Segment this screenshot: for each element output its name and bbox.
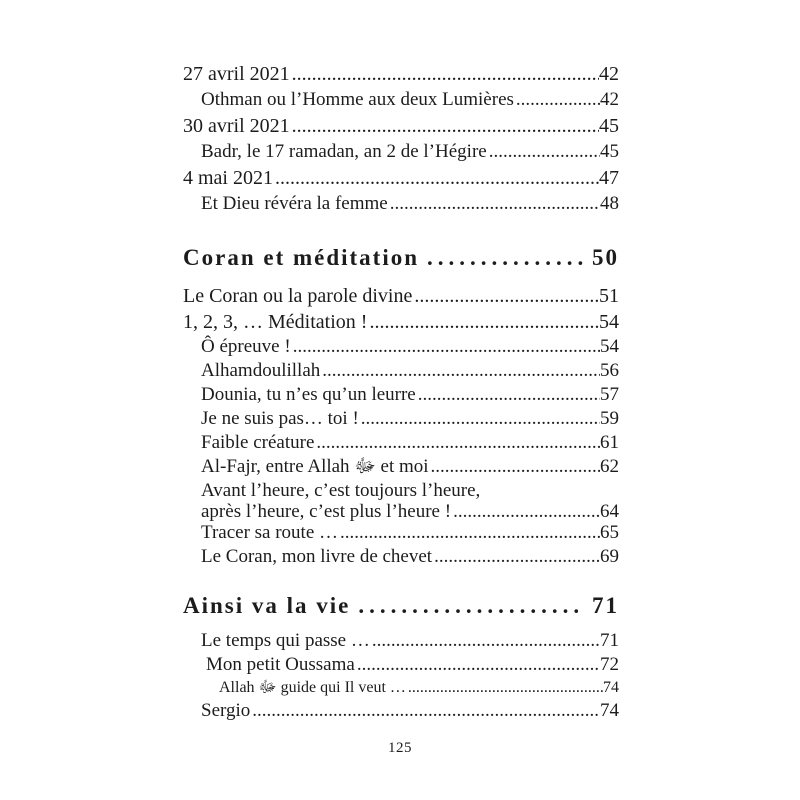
toc-entry xyxy=(183,629,619,653)
toc-entry xyxy=(183,283,619,309)
toc-entry-label: Ô épreuve ! xyxy=(201,336,291,357)
toc-entry xyxy=(183,521,619,545)
dot-leader xyxy=(292,61,599,87)
toc-entry xyxy=(183,431,619,455)
toc-entry-page: 74 xyxy=(603,679,619,696)
toc-entry-page: 74 xyxy=(600,700,619,721)
toc-chapter-page: 71 xyxy=(592,593,619,618)
dot-leader xyxy=(434,545,600,569)
toc-entry-page: 57 xyxy=(600,384,619,405)
toc-entry-page: 45 xyxy=(599,115,619,137)
toc-entry-page: 56 xyxy=(600,360,619,381)
toc-entry-page: 42 xyxy=(600,89,619,110)
toc-entry xyxy=(183,383,619,407)
dot-leader xyxy=(316,431,600,455)
toc-chapter-label: Ainsi va la vie xyxy=(183,593,351,618)
dot-leader xyxy=(453,502,600,521)
toc-entry-label: 30 avril 2021 xyxy=(183,115,290,137)
toc-entry xyxy=(183,455,619,479)
dot-leader xyxy=(357,653,600,677)
dot-leader xyxy=(361,407,600,431)
toc-entry-label: Avant l’heure, c’est toujours l’heure, xyxy=(201,480,481,501)
dot-leader xyxy=(275,165,599,191)
toc-entry-label: Et Dieu révéra la femme xyxy=(201,193,388,214)
toc-entry-page: 69 xyxy=(600,546,619,567)
toc-entry-page: 62 xyxy=(600,456,619,477)
toc-entry-label: 1, 2, 3, … Méditation ! xyxy=(183,311,368,333)
page-number: 125 xyxy=(388,740,412,756)
toc-chapter-page: 50 xyxy=(592,245,619,270)
dot-leader xyxy=(418,383,600,407)
toc-entry xyxy=(183,191,619,217)
toc-entry xyxy=(183,502,619,521)
toc-entry-label: Alhamdoulillah xyxy=(201,360,321,381)
dot-leader xyxy=(372,629,600,653)
toc-entry xyxy=(183,113,619,139)
toc-entry-page: 61 xyxy=(600,432,619,453)
toc-entry-label: Le Coran ou la parole divine xyxy=(183,285,413,307)
dot-leader xyxy=(408,677,603,699)
dot-leader xyxy=(431,455,600,479)
toc-entry-label: Faible créature xyxy=(201,432,315,453)
toc-entry xyxy=(183,309,619,335)
dot-leader xyxy=(292,113,599,139)
toc-entry-label: Al-Fajr, entre Allah ﷻ et moi xyxy=(201,456,429,477)
toc-entry-page: 45 xyxy=(600,141,619,162)
toc-entry-label: Le temps qui passe … xyxy=(201,630,370,651)
toc-entry-label: Sergio xyxy=(201,700,251,721)
toc-entry-label: Othman ou l’Homme aux deux Lumières xyxy=(201,89,514,110)
toc-entry xyxy=(183,335,619,359)
dot-leader xyxy=(390,191,600,217)
toc-entry-label: Tracer sa route … xyxy=(201,522,339,543)
toc-entry-label: Je ne suis pas… toi ! xyxy=(201,408,359,429)
dot-leader xyxy=(489,139,600,165)
toc-entry-page: 65 xyxy=(600,522,619,543)
toc-entry-page: 59 xyxy=(600,408,619,429)
toc-entry xyxy=(183,165,619,191)
toc-entry-label: Badr, le 17 ramadan, an 2 de l’Hégire xyxy=(201,141,487,162)
toc-chapter-label: Coran et méditation xyxy=(183,245,420,270)
toc-entry-page: 48 xyxy=(600,193,619,214)
toc-entry-page: 71 xyxy=(600,630,619,651)
toc-entry-page: 47 xyxy=(599,167,619,189)
dot-leader xyxy=(516,87,600,113)
toc-entry xyxy=(183,87,619,113)
dot-leader xyxy=(427,243,583,273)
toc-chapter-heading xyxy=(183,591,619,621)
dot-leader xyxy=(322,359,600,383)
toc-entry-page: 42 xyxy=(599,63,619,85)
toc-entry-page: 54 xyxy=(600,336,619,357)
toc-entry xyxy=(183,545,619,569)
toc-entry-page: 51 xyxy=(599,285,619,307)
toc-entry xyxy=(183,139,619,165)
toc-entry-label: 27 avril 2021 xyxy=(183,63,290,85)
toc-entry-page: 72 xyxy=(600,654,619,675)
toc-entry-label: Dounia, tu n’es qu’un leurre xyxy=(201,384,416,405)
toc-entry xyxy=(183,61,619,87)
dot-leader xyxy=(369,309,599,335)
toc-chapter-heading xyxy=(183,243,619,273)
toc-entry xyxy=(183,699,619,723)
toc-entry xyxy=(183,653,619,677)
dot-leader xyxy=(252,699,600,723)
toc-entry-page: 54 xyxy=(599,311,619,333)
toc-entry-page: 64 xyxy=(600,501,619,522)
toc-entry-continued-line xyxy=(183,479,619,502)
toc-entry-label: Allah ﷻ guide qui Il veut … xyxy=(219,679,406,696)
toc-entry xyxy=(183,359,619,383)
toc-entry-label: après l’heure, c’est plus l’heure ! xyxy=(201,501,452,522)
dot-leader xyxy=(358,591,583,621)
toc-entry xyxy=(183,407,619,431)
dot-leader xyxy=(340,521,600,545)
toc-entry-label: Mon petit Oussama xyxy=(206,654,355,675)
toc-entry xyxy=(183,677,619,699)
toc-entry-label: Le Coran, mon livre de chevet xyxy=(201,546,433,567)
table-of-contents xyxy=(183,61,619,723)
dot-leader xyxy=(293,335,600,359)
dot-leader xyxy=(414,283,599,309)
toc-entry-label: 4 mai 2021 xyxy=(183,167,273,189)
